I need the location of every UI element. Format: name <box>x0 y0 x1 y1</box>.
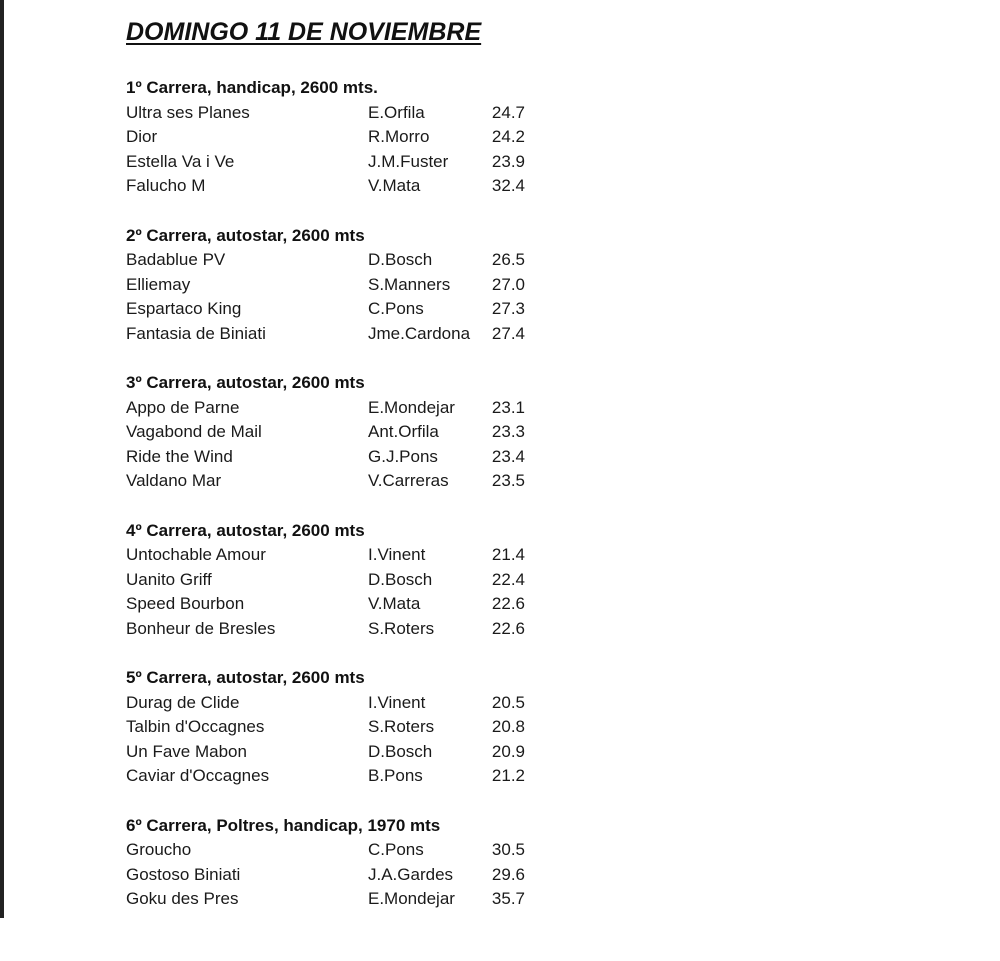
rating-value: 23.9 <box>492 150 525 175</box>
jockey-name: B.Pons <box>368 764 423 789</box>
jockey-name: E.Mondejar <box>368 887 455 912</box>
entry-row <box>126 101 546 126</box>
entry-row <box>126 445 546 470</box>
jockey-name: V.Mata <box>368 592 420 617</box>
entry-row <box>126 322 546 347</box>
horse-name: Gostoso Biniati <box>126 863 240 888</box>
horse-name: Groucho <box>126 838 191 863</box>
horse-name: Ride the Wind <box>126 445 233 470</box>
horse-name: Vagabond de Mail <box>126 420 262 445</box>
rating-value: 23.5 <box>492 469 525 494</box>
horse-name: Un Fave Mabon <box>126 740 247 765</box>
rating-value: 30.5 <box>492 838 525 863</box>
horse-name: Durag de Clide <box>126 691 239 716</box>
rating-value: 21.2 <box>492 764 525 789</box>
jockey-name: E.Orfila <box>368 101 425 126</box>
rating-value: 35.7 <box>492 887 525 912</box>
race-heading: 1º Carrera, handicap, 2600 mts. <box>126 76 546 101</box>
rating-value: 20.9 <box>492 740 525 765</box>
entry-row <box>126 125 546 150</box>
entry-row <box>126 838 546 863</box>
rating-value: 29.6 <box>492 863 525 888</box>
rating-value: 24.2 <box>492 125 525 150</box>
jockey-name: Jme.Cardona <box>368 322 470 347</box>
entry-row <box>126 764 546 789</box>
jockey-name: C.Pons <box>368 297 424 322</box>
race-section <box>126 371 546 519</box>
race-heading: 3º Carrera, autostar, 2600 mts <box>126 371 546 396</box>
horse-name: Appo de Parne <box>126 396 239 421</box>
window-edge <box>0 0 4 918</box>
horse-name: Espartaco King <box>126 297 241 322</box>
entry-row <box>126 248 546 273</box>
horse-name: Estella Va i Ve <box>126 150 234 175</box>
entry-row <box>126 174 546 199</box>
race-heading: 2º Carrera, autostar, 2600 mts <box>126 224 546 249</box>
race-section <box>126 666 546 814</box>
race-section <box>126 519 546 667</box>
race-list <box>126 76 546 961</box>
race-heading: 5º Carrera, autostar, 2600 mts <box>126 666 546 691</box>
rating-value: 20.8 <box>492 715 525 740</box>
entry-row <box>126 617 546 642</box>
rating-value: 27.4 <box>492 322 525 347</box>
horse-name: Bonheur de Bresles <box>126 617 275 642</box>
horse-name: Falucho M <box>126 174 205 199</box>
rating-value: 26.5 <box>492 248 525 273</box>
rating-value: 22.6 <box>492 617 525 642</box>
entry-row <box>126 150 546 175</box>
rating-value: 23.3 <box>492 420 525 445</box>
jockey-name: D.Bosch <box>368 248 432 273</box>
jockey-name: V.Carreras <box>368 469 449 494</box>
horse-name: Goku des Pres <box>126 887 238 912</box>
rating-value: 32.4 <box>492 174 525 199</box>
page-title: DOMINGO 11 DE NOVIEMBRE <box>126 18 481 47</box>
entry-row <box>126 740 546 765</box>
horse-name: Talbin d'Occagnes <box>126 715 264 740</box>
entry-row <box>126 863 546 888</box>
entry-row <box>126 396 546 421</box>
rating-value: 20.5 <box>492 691 525 716</box>
rating-value: 23.4 <box>492 445 525 470</box>
horse-name: Untochable Amour <box>126 543 266 568</box>
jockey-name: D.Bosch <box>368 740 432 765</box>
jockey-name: J.M.Fuster <box>368 150 448 175</box>
jockey-name: S.Roters <box>368 715 434 740</box>
horse-name: Badablue PV <box>126 248 225 273</box>
jockey-name: I.Vinent <box>368 691 425 716</box>
entry-row <box>126 297 546 322</box>
jockey-name: C.Pons <box>368 838 424 863</box>
horse-name: Ultra ses Planes <box>126 101 250 126</box>
race-heading: 4º Carrera, autostar, 2600 mts <box>126 519 546 544</box>
entry-row <box>126 273 546 298</box>
jockey-name: Ant.Orfila <box>368 420 439 445</box>
horse-name: Speed Bourbon <box>126 592 244 617</box>
jockey-name: R.Morro <box>368 125 429 150</box>
entry-row <box>126 715 546 740</box>
jockey-name: J.A.Gardes <box>368 863 453 888</box>
entry-row <box>126 568 546 593</box>
rating-value: 27.3 <box>492 297 525 322</box>
entry-row <box>126 592 546 617</box>
horse-name: Valdano Mar <box>126 469 221 494</box>
jockey-name: D.Bosch <box>368 568 432 593</box>
entry-row <box>126 691 546 716</box>
entry-row <box>126 420 546 445</box>
jockey-name: S.Roters <box>368 617 434 642</box>
horse-name: Fantasia de Biniati <box>126 322 266 347</box>
race-section <box>126 814 546 961</box>
entry-row <box>126 469 546 494</box>
jockey-name: I.Vinent <box>368 543 425 568</box>
jockey-name: E.Mondejar <box>368 396 455 421</box>
rating-value: 27.0 <box>492 273 525 298</box>
rating-value: 21.4 <box>492 543 525 568</box>
race-section <box>126 224 546 372</box>
horse-name: Elliemay <box>126 273 190 298</box>
horse-name: Uanito Griff <box>126 568 212 593</box>
race-section <box>126 76 546 224</box>
race-heading: 6º Carrera, Poltres, handicap, 1970 mts <box>126 814 546 839</box>
rating-value: 24.7 <box>492 101 525 126</box>
rating-value: 23.1 <box>492 396 525 421</box>
jockey-name: V.Mata <box>368 174 420 199</box>
rating-value: 22.4 <box>492 568 525 593</box>
horse-name: Caviar d'Occagnes <box>126 764 269 789</box>
entry-row <box>126 543 546 568</box>
rating-value: 22.6 <box>492 592 525 617</box>
jockey-name: S.Manners <box>368 273 450 298</box>
jockey-name: G.J.Pons <box>368 445 438 470</box>
entry-row <box>126 887 546 912</box>
horse-name: Dior <box>126 125 157 150</box>
